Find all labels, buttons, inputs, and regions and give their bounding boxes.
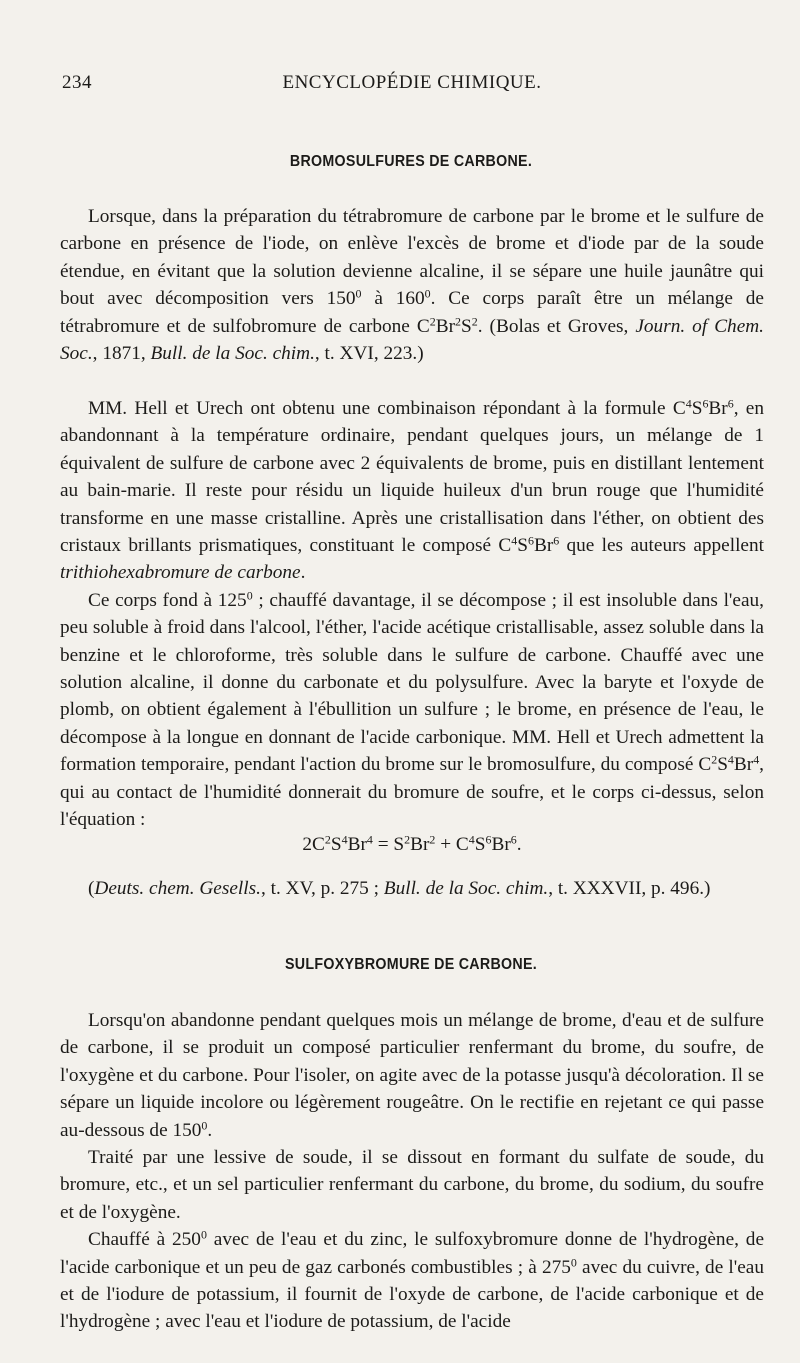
section-sulfoxybromure-body [60, 1007, 764, 1336]
chemical-equation: $2C^2S^4Br^4 = S^2Br^2 + C^4S^6Br^6$. [302, 832, 522, 855]
section-heading-bromosulfures: BROMOSULFURES DE CARBONE. [289, 153, 533, 170]
page-number: 234 [62, 72, 92, 93]
section-heading-sulfoxybromure: SULFOXYBROMURE DE CARBONE. [285, 956, 537, 973]
paragraph: Traité par une lessive de soude, il se dissout en formant du sulfate de soude, du bromure, etc., et un sel particulier renfermant du carbone, du brome, du sodium, du soufre et de l'oxygène. [60, 1147, 764, 1223]
paragraph: Ce corps fond à $125^0$ ; chauffé davantage, il se décompose ; il est insoluble dans l'eau, peu soluble à froid dans l'alcool, l'éther, l'acide acétique cristallisable, assez soluble dans la benzine et le chloroforme, très soluble dans le sulfure de carbone. Chauffé avec une solution alcaline, il donne du carbonate et du polysulfure. Avec la baryte et l'oxyde de plomb, on obtient également à l'ébullition un sulfure ; le brome, en présence de l'eau, le décompose à la longue en donnant de l'acide carbonique. MM. Hell et Urech admettent la formation temporaire, pendant l'action du brome sur le bromosulfure, du composé $C^2S^4Br^4$, qui au contact de l'humidité donnerait du bromure de soufre, et le corps ci-dessus, selon l'équation : [60, 588, 764, 831]
paragraph: Lorsque, dans la préparation du tétrabromure de carbone par le brome et le sulfure de carbone en présence de l'iode, on enlève l'excès de brome et d'iode par de la soude étendue, en évitant que la solution devienne alcaline, il se sépare une huile jaunâtre qui bout avec décomposition vers $150^0$ à $160^0$. Ce corps paraît être un mélange de tétrabromure et de sulfobromure de carbone $C^2Br^2S^2$. (Bolas et Groves, Journ. of Chem. Soc., 1871, Bull. de la Soc. chim., t. XVI, 223.) [60, 206, 764, 365]
running-head [62, 72, 762, 98]
running-title: ENCYCLOPÉDIE CHIMIQUE. [282, 72, 542, 93]
section-bromosulfures-body [60, 395, 764, 834]
bibliographic-reference: (Deuts. chem. Gesells., t. XV, p. 275 ; Bull. de la Soc. chim., t. XXXVII, p. 496.) [88, 878, 711, 899]
paragraph: MM. Hell et Urech ont obtenu une combinaison répondant à la formule $C^4S^6Br^6$, en abandonnant à la température ordinaire, pendant quelques jours, un mélange de 1 équivalent de sulfure de carbone avec 2 équivalents de brome, puis en distillant lentement au bain-marie. Il reste pour résidu un liquide huileux d'un brun rouge que l'humidité transforme en une masse cristalline. Après une cristallisation dans l'éther, on obtient des cristaux brillants prismatiques, constituant le composé $C^4S^6Br^6$ que les auteurs appellent trithiohexabromure de carbone. [60, 396, 764, 584]
section-bromosulfures-intro [60, 203, 764, 367]
paragraph: Chauffé à $250^0$ avec de l'eau et du zinc, le sulfoxybromure donne de l'hydrogène, de l'acide carbonique et un peu de gaz carbonés combustibles ; à $275^0$ avec du cuivre, de l'eau et de l'iodure de potassium, il fournit de l'oxyde de carbone, de l'acide carbonique et de l'hydrogène ; avec l'eau et l'iodure de potassium, de l'acide [60, 1227, 764, 1333]
paragraph: Lorsqu'on abandonne pendant quelques mois un mélange de brome, d'eau et de sulfure de carbone, il se produit un composé particulier renfermant du brome, du soufre, de l'oxygène et du carbone. Pour l'isoler, on agite avec de la potasse jusqu'à décoloration. Il se sépare un liquide incolore ou légèrement rougeâtre. On le rectifie en rejetant ce qui passe au-dessous de $150^0$. [60, 1010, 764, 1141]
